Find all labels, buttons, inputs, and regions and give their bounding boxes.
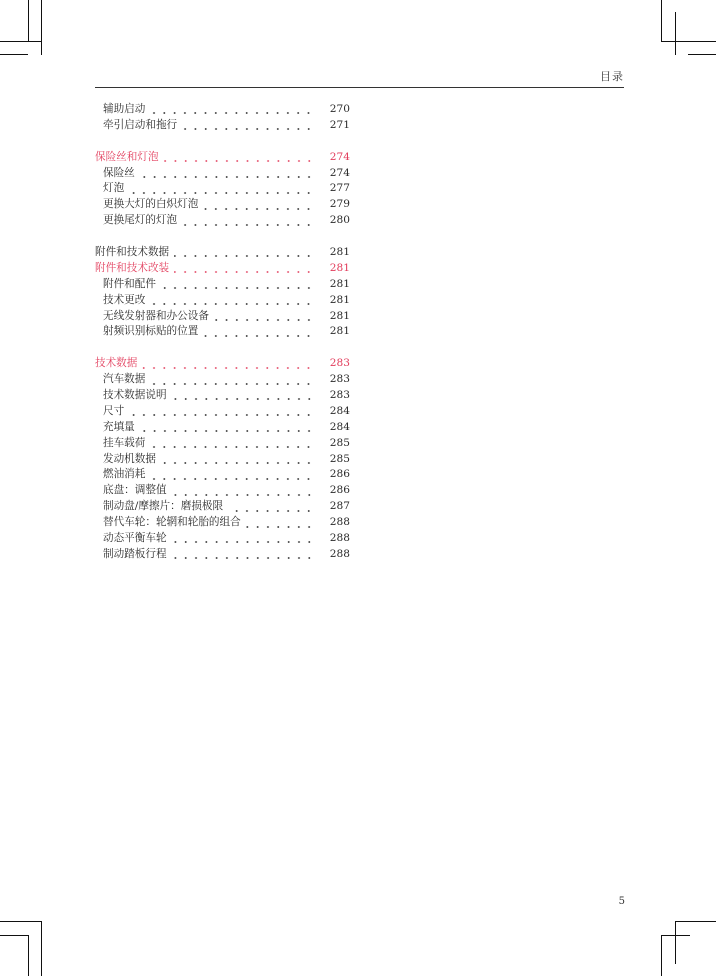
toc-entry-title: 附件和配件: [103, 277, 156, 290]
toc-section-entry: [95, 356, 350, 372]
toc-entry: [95, 293, 350, 309]
toc-entry-title: 附件和技术数据: [95, 246, 170, 259]
toc-entry-page: 285: [329, 436, 350, 449]
toc-entry: [95, 324, 350, 340]
toc-section-entry: [95, 245, 350, 261]
toc-entry-title: 无线发射器和办公设备: [103, 309, 209, 322]
toc-entry-title: 技术数据: [95, 357, 138, 370]
dot-leader: [150, 293, 314, 309]
toc-entry-title: 挂车载荷: [103, 436, 146, 449]
dot-leader: [182, 118, 314, 134]
toc-entry-page: 287: [329, 500, 350, 513]
dot-leader: [150, 372, 314, 388]
toc-entry-title: 更换尾灯的灯泡: [103, 214, 178, 227]
toc-entry-title: 辅助启动: [103, 103, 146, 115]
page-number: 5: [618, 896, 625, 907]
toc-group: [95, 356, 350, 563]
toc-entry-page: 277: [329, 182, 350, 195]
toc-group: [95, 150, 350, 229]
toc-entry: [95, 102, 350, 118]
dot-leader: [142, 356, 314, 372]
toc-entry-page: 270: [329, 103, 350, 115]
toc-entry-page: 281: [329, 261, 350, 274]
toc-section-entry: [95, 150, 350, 166]
dot-leader: [203, 197, 314, 213]
dot-leader: [129, 181, 314, 197]
toc-section-entry: [95, 261, 350, 277]
toc-entry-page: 274: [329, 150, 350, 163]
toc-entry-page: 281: [329, 325, 350, 338]
toc-entry-title: 灯泡: [103, 182, 125, 195]
toc-entry-page: 286: [329, 468, 350, 481]
toc-entry: [95, 372, 350, 388]
toc-entry: [95, 213, 350, 229]
dot-leader: [161, 277, 314, 293]
toc-entry: [95, 483, 350, 499]
toc-entry-title: 技术更改: [103, 293, 146, 306]
dot-leader: [174, 245, 314, 261]
toc-entry-title: 充填量: [103, 420, 135, 433]
running-header-title: 目录: [600, 70, 624, 83]
toc-entry-page: 283: [329, 357, 350, 370]
dot-leader: [214, 309, 314, 325]
dot-leader: [228, 499, 314, 515]
dot-leader: [172, 531, 314, 547]
toc-entry: [95, 452, 350, 468]
toc-entry: [95, 547, 350, 563]
toc-entry: [95, 404, 350, 420]
dot-leader: [246, 515, 314, 531]
dot-leader: [140, 420, 314, 436]
dot-leader: [182, 213, 314, 229]
toc-entry: [95, 197, 350, 213]
toc-entry-title: 射频识别标贴的位置: [103, 325, 199, 338]
toc-entry-page: 288: [329, 516, 350, 529]
toc-entry-title: 燃油消耗: [103, 468, 146, 481]
toc-entry-title: 保险丝和灯泡: [95, 150, 159, 163]
toc-entry-title: 汽车数据: [103, 373, 146, 386]
dot-leader: [150, 102, 314, 118]
dot-leader: [164, 150, 314, 166]
table-of-contents: [95, 102, 350, 579]
toc-entry-page: 283: [329, 373, 350, 386]
toc-group: [95, 102, 350, 134]
toc-group: [95, 245, 350, 340]
toc-entry: [95, 436, 350, 452]
toc-entry-title: 替代车轮：轮辋和轮胎的组合: [103, 516, 241, 529]
toc-entry: [95, 309, 350, 325]
dot-leader: [172, 547, 314, 563]
toc-entry-page: 288: [329, 532, 350, 545]
dot-leader: [129, 404, 314, 420]
toc-entry-page: 283: [329, 389, 350, 402]
toc-entry: [95, 515, 350, 531]
toc-entry: [95, 467, 350, 483]
toc-entry-title: 制动踏板行程: [103, 547, 167, 560]
toc-entry: [95, 388, 350, 404]
toc-entry: [95, 166, 350, 182]
toc-entry-title: 制动盘/摩擦片：磨损极限: [103, 500, 224, 513]
header-rule: [95, 87, 624, 88]
dot-leader: [150, 467, 314, 483]
toc-entry: [95, 181, 350, 197]
toc-entry-title: 牵引启动和拖行: [103, 118, 178, 131]
dot-leader: [140, 166, 314, 182]
dot-leader: [172, 483, 314, 499]
toc-entry-page: 281: [329, 277, 350, 290]
dot-leader: [174, 261, 314, 277]
toc-entry: [95, 277, 350, 293]
toc-entry-title: 尺寸: [103, 404, 125, 417]
toc-entry: [95, 531, 350, 547]
toc-entry-title: 附件和技术改装: [95, 261, 170, 274]
toc-entry-page: 274: [329, 166, 350, 179]
dot-leader: [172, 388, 314, 404]
toc-entry-page: 284: [329, 420, 350, 433]
dot-leader: [203, 324, 314, 340]
toc-entry-page: 281: [329, 309, 350, 322]
dot-leader: [161, 452, 314, 468]
toc-entry-page: 271: [329, 118, 350, 131]
toc-entry-page: 281: [329, 246, 350, 259]
toc-entry-page: 288: [329, 547, 350, 560]
toc-entry-page: 279: [329, 198, 350, 211]
toc-entry-title: 技术数据说明: [103, 389, 167, 402]
toc-entry-title: 更换大灯的白炽灯泡: [103, 198, 199, 211]
toc-entry-page: 284: [329, 404, 350, 417]
toc-entry-title: 发动机数据: [103, 452, 156, 465]
toc-entry-title: 保险丝: [103, 166, 135, 179]
toc-entry-page: 281: [329, 293, 350, 306]
toc-entry: [95, 420, 350, 436]
toc-entry-page: 280: [329, 214, 350, 227]
toc-entry: [95, 499, 350, 515]
toc-entry-page: 285: [329, 452, 350, 465]
toc-entry: [95, 118, 350, 134]
toc-entry-title: 底盘：调整值: [103, 484, 167, 497]
toc-entry-title: 动态平衡车轮: [103, 532, 167, 545]
dot-leader: [150, 436, 314, 452]
toc-entry-page: 286: [329, 484, 350, 497]
